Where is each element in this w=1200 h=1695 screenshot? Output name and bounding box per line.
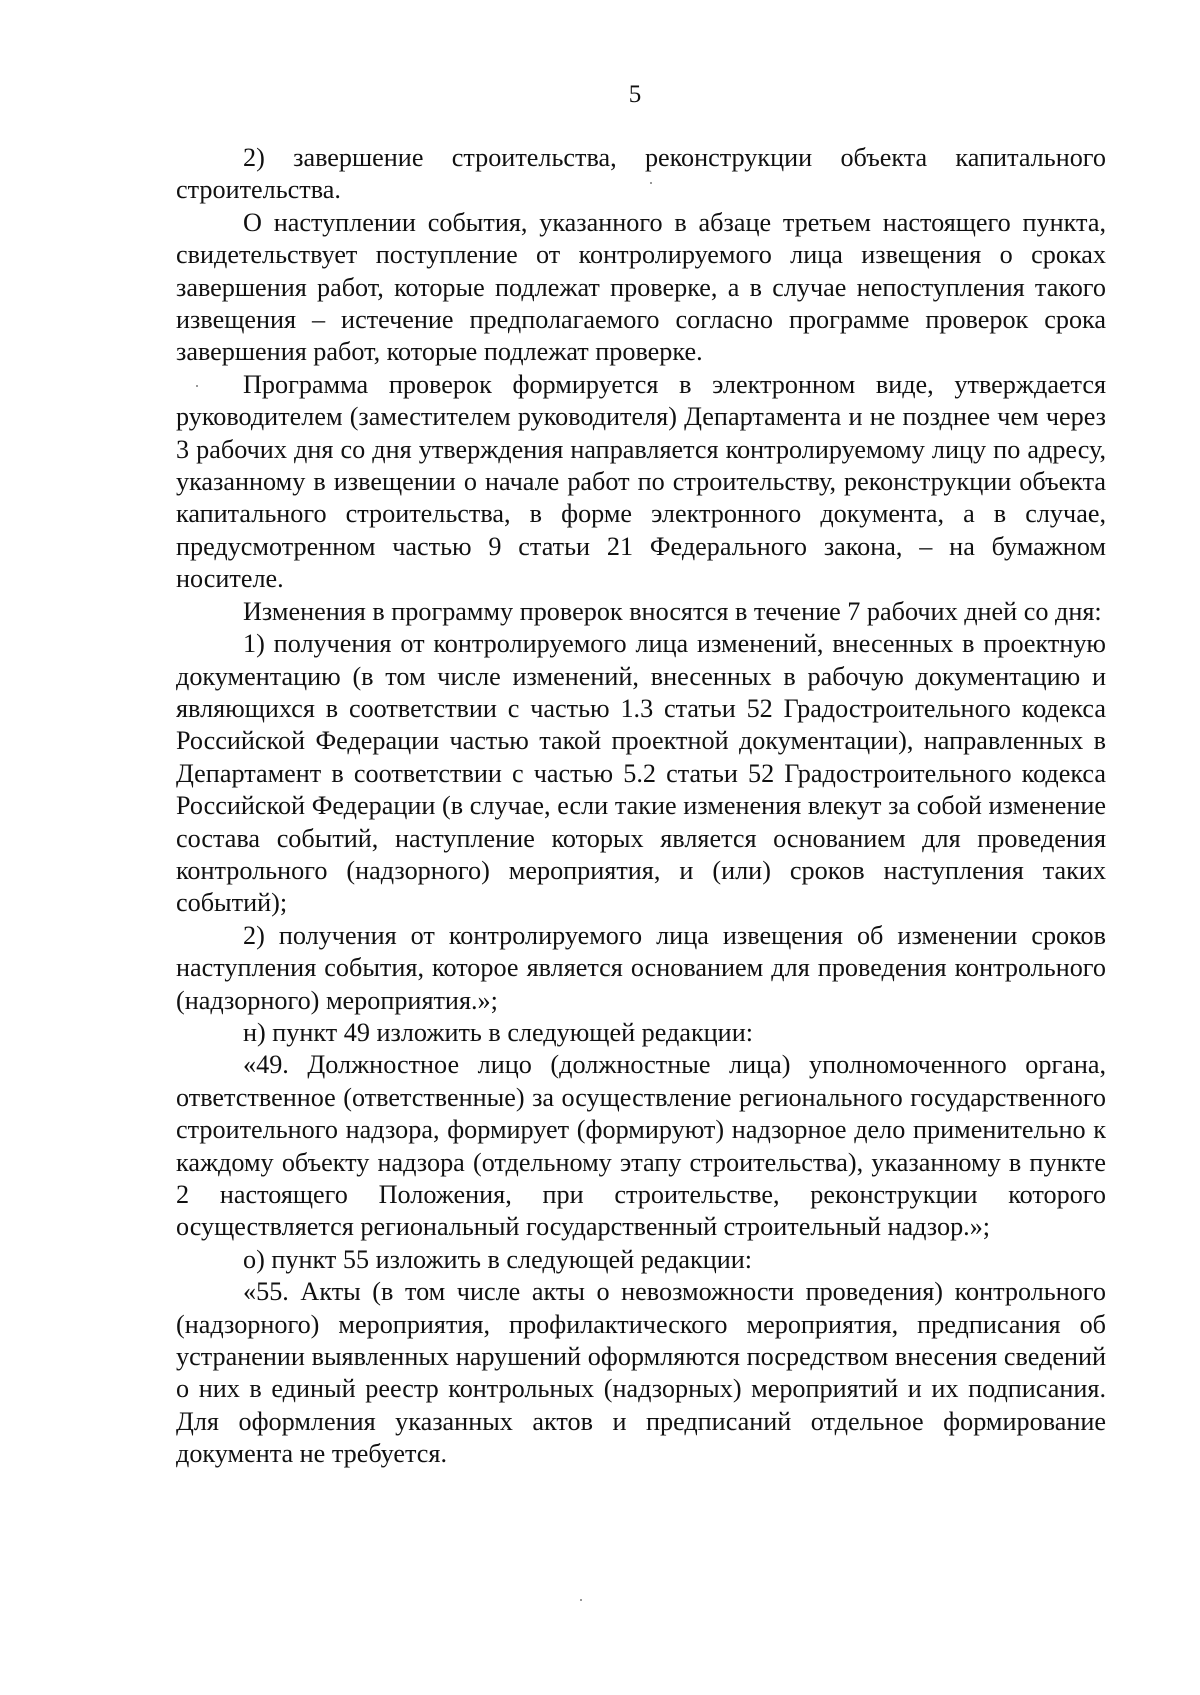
document-body bbox=[176, 142, 1106, 1471]
paragraph-item-o: о) пункт 55 изложить в следующей редакции: bbox=[243, 1244, 753, 1274]
page-number: 5 bbox=[628, 81, 642, 108]
scan-speck bbox=[196, 385, 198, 387]
paragraph-change-reason-2: 2) получения от контролируемого лица извещения об изменении сроков наступления события, которое является основанием для проведения контрольного (надзорного) мероприятия.»; bbox=[176, 920, 1106, 1015]
paragraph-event-notification: О наступлении события, указанного в абзаце третьем настоящего пункта, свидетельствует поступление от контролируемого лица извещения о сроках завершения работ, которые подлежат проверке, а в случае непоступления такого извещения – истечение предполагаемого согласно программе проверок срока завершения работ, которые подлежат проверке. bbox=[176, 207, 1106, 367]
paragraph-inspection-program: Программа проверок формируется в электронном виде, утверждается руководителем (заместителем руководителя) Департамента и не позднее чем через 3 рабочих дня со дня утверждения направляется контролируемому лицу по адресу, указанному в извещении о начале работ по строительству, реконструкции объекта капитального строительства, в форме электронного документа, а в случае, предусмотренном частью 9 статьи 21 Федерального закона, – на бумажном носителе. bbox=[176, 369, 1106, 594]
paragraph-item-n: н) пункт 49 изложить в следующей редакции: bbox=[243, 1017, 753, 1047]
paragraph-program-changes: Изменения в программу проверок вносятся в течение 7 рабочих дней со дня: bbox=[243, 596, 1102, 626]
scan-speck bbox=[650, 182, 652, 184]
paragraph-clause-55: «55. Акты (в том числе акты о невозможности проведения) контрольного (надзорного) мероприятия, профилактического мероприятия, предписания об устранении выявленных нарушений оформляются посредством внесения сведений о них в единый реестр контрольных (надзорных) мероприятий и их подписания. Для оформления указанных актов и предписаний отдельное формирование документа не требуется. bbox=[176, 1277, 1106, 1469]
paragraph-clause-49: «49. Должностное лицо (должностные лица) уполномоченного органа, ответственное (ответственные) за осуществление регионального государственного строительного надзора, формирует (формируют) надзорное дело применительно к каждому объекту надзора (отдельному этапу строительства), указанному в пункте 2 настоящего Положения, при строительстве, реконструкции которого осуществляется региональный государственный строительный надзор.»; bbox=[176, 1050, 1106, 1242]
scan-speck bbox=[580, 1599, 582, 1601]
paragraph-change-reason-1: 1) получения от контролируемого лица изменений, внесенных в проектную документацию (в том числе изменений, внесенных в рабочую документацию и являющихся в соответствии с частью 1.3 статьи 52 Градостроительного кодекса Российской Федерации частью такой проектной документации), направленных в Департамент в соответствии с частью 5.2 статьи 52 Градостроительного кодекса Российской Федерации (в случае, если такие изменения влекут за собой изменение состава событий, наступление которых является основанием для проведения контрольного (надзорного) мероприятия, и (или) сроков наступления таких событий); bbox=[176, 629, 1106, 918]
paragraph-completion-of-construction: 2) завершение строительства, реконструкции объекта капитального строительства. bbox=[176, 143, 1106, 205]
